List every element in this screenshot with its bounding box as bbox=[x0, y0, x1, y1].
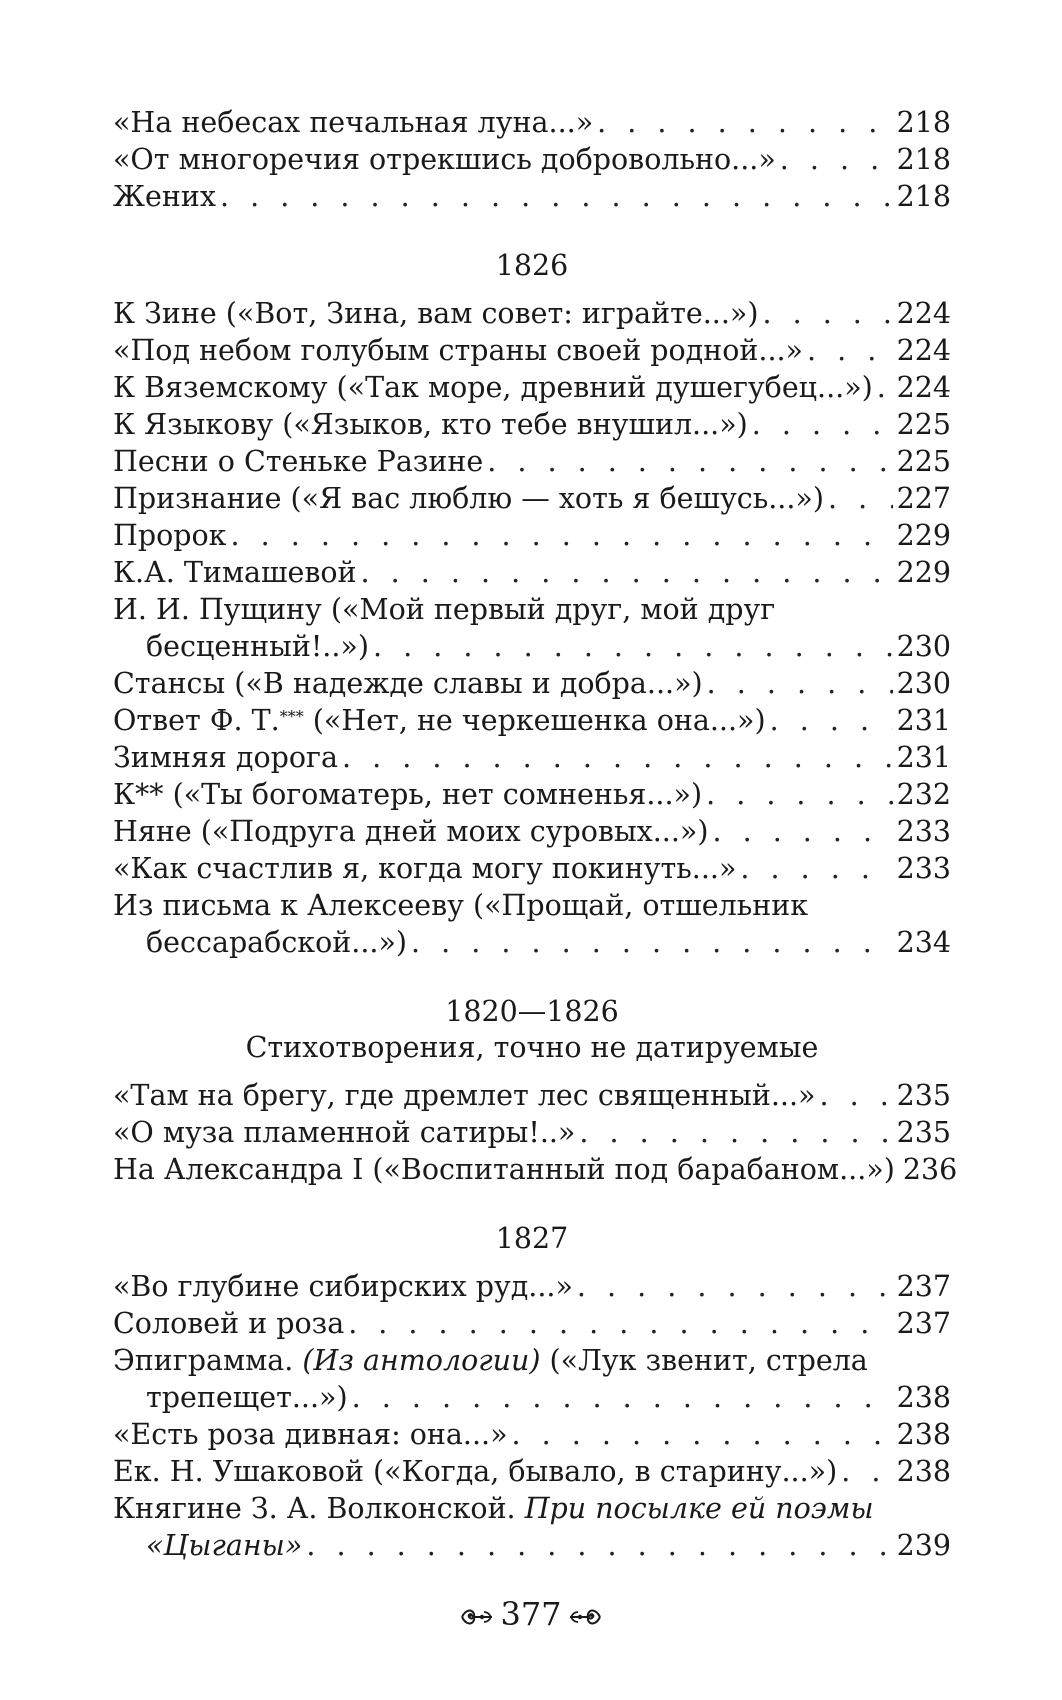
entry-title: Стансы («В надежде славы и добра...») bbox=[113, 667, 703, 700]
toc-entry bbox=[113, 813, 951, 850]
entry-title-italic: (Из антологии) bbox=[302, 1344, 541, 1377]
leader-dots bbox=[487, 443, 892, 480]
toc-section-1826 bbox=[113, 248, 951, 961]
leader-dots bbox=[361, 554, 893, 591]
entry-title-rest: («Лук звенит, стрела bbox=[540, 1344, 868, 1377]
leader-dots bbox=[706, 776, 893, 813]
section-year-heading: 1826 bbox=[495, 249, 569, 282]
toc-entry bbox=[113, 104, 951, 141]
entry-page: 239 bbox=[896, 1529, 951, 1562]
toc-entry bbox=[113, 850, 951, 887]
section-year-heading: 1820—1826 bbox=[445, 995, 619, 1028]
entry-page: 224 bbox=[896, 334, 951, 367]
entry-page: 234 bbox=[896, 926, 951, 959]
entry-page: 238 bbox=[896, 1455, 951, 1488]
flourish-left-icon bbox=[460, 1597, 494, 1637]
toc-entry bbox=[113, 1416, 951, 1453]
toc-entry-continuation bbox=[113, 1379, 951, 1416]
leader-dots bbox=[762, 295, 892, 332]
entry-title: «На небесах печальная луна...» bbox=[113, 106, 594, 139]
entry-title: Пророк bbox=[113, 519, 227, 552]
toc-entry bbox=[113, 1151, 958, 1188]
entry-page: 224 bbox=[896, 371, 951, 404]
entry-title-main: Эпиграмма. bbox=[113, 1344, 303, 1377]
leader-dots bbox=[342, 739, 893, 776]
entry-page: 227 bbox=[896, 482, 951, 515]
toc-entry bbox=[113, 1453, 951, 1490]
leader-dots bbox=[597, 104, 892, 141]
toc-entry bbox=[113, 665, 951, 702]
entry-page: 225 bbox=[896, 408, 951, 441]
toc-entry bbox=[113, 295, 951, 332]
entry-title: «Под небом голубым страны своей родной...» bbox=[113, 334, 803, 367]
entry-page: 229 bbox=[896, 519, 951, 552]
toc-entry-continuation bbox=[113, 1527, 951, 1564]
toc-section-1820-1826 bbox=[113, 994, 958, 1188]
section-year-heading: 1827 bbox=[495, 1222, 569, 1255]
leader-dots bbox=[577, 1268, 893, 1305]
entry-title-line2: трепещет...») bbox=[146, 1381, 348, 1414]
toc-entry bbox=[113, 1305, 951, 1342]
page-number: 377 bbox=[500, 1595, 562, 1633]
entry-page: 218 bbox=[896, 180, 951, 213]
entry-page: 237 bbox=[896, 1270, 951, 1303]
entry-page: 229 bbox=[896, 556, 951, 589]
leader-dots bbox=[306, 1527, 892, 1564]
entry-title: «О муза пламенной сатиры!..» bbox=[113, 1116, 576, 1149]
toc-entry bbox=[113, 1077, 951, 1114]
toc-section-continued bbox=[113, 104, 951, 215]
leader-dots bbox=[707, 665, 893, 702]
entry-title: «От многоречия отрекшись добровольно...» bbox=[113, 143, 776, 176]
toc-entry bbox=[113, 776, 951, 813]
leader-dots bbox=[828, 480, 893, 517]
toc-entry bbox=[113, 739, 951, 776]
entry-page: 236 bbox=[902, 1153, 958, 1186]
toc-entry bbox=[113, 554, 951, 591]
entry-page: 235 bbox=[896, 1079, 951, 1112]
leader-dots bbox=[579, 1114, 892, 1151]
entry-title-line1: Из письма к Алексееву («Прощай, отшельник bbox=[113, 889, 809, 922]
leader-dots bbox=[740, 850, 892, 887]
toc-entry-multiline bbox=[113, 1490, 951, 1564]
entry-title-line2: «Цыганы» bbox=[146, 1529, 303, 1562]
leader-dots bbox=[352, 1379, 893, 1416]
table-of-contents bbox=[113, 104, 958, 1564]
entry-title: Няне («Подруга дней моих суровых...») bbox=[113, 815, 709, 848]
toc-entry bbox=[113, 406, 951, 443]
leader-dots bbox=[348, 1305, 892, 1342]
entry-title: Соловей и роза bbox=[113, 1307, 345, 1340]
entry-title-line1: И. И. Пущину («Мой первый друг, мой друг bbox=[113, 593, 776, 626]
entry-title: Жених bbox=[113, 180, 216, 213]
flourish-right-icon bbox=[568, 1597, 602, 1637]
leader-dots bbox=[712, 813, 892, 850]
leader-dots bbox=[770, 702, 893, 739]
entry-page: 218 bbox=[896, 106, 951, 139]
leader-dots bbox=[373, 628, 893, 665]
leader-dots bbox=[411, 924, 893, 961]
leader-dots bbox=[819, 1077, 892, 1114]
toc-entry bbox=[113, 1114, 951, 1151]
asterisk-superscript: *** bbox=[279, 707, 304, 726]
page-footer bbox=[0, 1594, 1062, 1637]
entry-title-italic: При посылке ей поэмы bbox=[524, 1492, 874, 1525]
leader-dots bbox=[752, 406, 893, 443]
entry-title: На Александра I («Воспитанный под барабаном...») bbox=[113, 1153, 895, 1186]
entry-title-line1 bbox=[113, 1490, 951, 1527]
entry-title: Зимняя дорога bbox=[113, 741, 338, 774]
entry-page: 231 bbox=[896, 741, 951, 774]
toc-entry bbox=[113, 141, 951, 178]
entry-title: К Языкову («Языков, кто тебе внушил...») bbox=[113, 408, 748, 441]
leader-dots bbox=[877, 369, 893, 406]
entry-title bbox=[113, 702, 766, 739]
entry-title-line2: бессарабской...») bbox=[146, 926, 407, 959]
entry-title: Песни о Стеньке Разине bbox=[113, 445, 484, 478]
entry-page: 224 bbox=[896, 297, 951, 330]
toc-entry-continuation bbox=[113, 924, 951, 961]
toc-entry-continuation bbox=[113, 628, 951, 665]
entry-page: 225 bbox=[896, 445, 951, 478]
entry-page: 230 bbox=[896, 630, 951, 663]
entry-page: 238 bbox=[896, 1418, 951, 1451]
entry-page: 237 bbox=[896, 1307, 951, 1340]
toc-entry-multiline bbox=[113, 887, 951, 961]
entry-title-line2: бесценный!..») bbox=[146, 630, 369, 663]
entry-title: К Вяземскому («Так море, древний душегубец...») bbox=[113, 371, 873, 404]
entry-title: «Как счастлив я, когда могу покинуть...» bbox=[113, 852, 737, 885]
toc-entry bbox=[113, 332, 951, 369]
entry-page: 235 bbox=[896, 1116, 951, 1149]
entry-title: Ек. Н. Ушаковой («Когда, бывало, в старину...») bbox=[113, 1455, 838, 1488]
leader-dots bbox=[230, 517, 892, 554]
toc-section-1827 bbox=[113, 1221, 951, 1564]
entry-title: «Там на брегу, где дремлет лес священный...» bbox=[113, 1079, 816, 1112]
entry-title: «Во глубине сибирских руд...» bbox=[113, 1270, 573, 1303]
entry-title-rest: («Нет, не черкешенка она...») bbox=[303, 704, 766, 737]
entry-page: 231 bbox=[896, 704, 951, 737]
toc-entry bbox=[113, 702, 951, 739]
toc-entry-multiline bbox=[113, 1342, 951, 1416]
toc-entry bbox=[113, 517, 951, 554]
toc-entry bbox=[113, 178, 951, 215]
entry-title: К.А. Тимашевой bbox=[113, 556, 357, 589]
toc-entry bbox=[113, 480, 951, 517]
entry-title: К Зине («Вот, Зина, вам совет: играйте...») bbox=[113, 297, 759, 330]
entry-title-main: Ответ Ф. Т. bbox=[113, 704, 280, 737]
section-subheading: Стихотворения, точно не датируемые bbox=[245, 1031, 819, 1064]
entry-title: К** («Ты богоматерь, нет сомненья...») bbox=[113, 778, 703, 811]
leader-dots bbox=[807, 332, 893, 369]
leader-dots bbox=[220, 178, 893, 215]
entry-title: «Есть роза дивная: она...» bbox=[113, 1418, 508, 1451]
entry-page: 232 bbox=[896, 778, 951, 811]
leader-dots bbox=[780, 141, 893, 178]
entry-page: 238 bbox=[896, 1381, 951, 1414]
leader-dots bbox=[841, 1453, 892, 1490]
entry-title: Признание («Я вас люблю — хоть я бешусь...») bbox=[113, 482, 824, 515]
entry-page: 233 bbox=[896, 852, 951, 885]
leader-dots bbox=[512, 1416, 893, 1453]
toc-entry bbox=[113, 1268, 951, 1305]
entry-page: 218 bbox=[896, 143, 951, 176]
entry-title-line1 bbox=[113, 1342, 951, 1379]
entry-page: 230 bbox=[896, 667, 951, 700]
entry-page: 233 bbox=[896, 815, 951, 848]
entry-title-main: Княгине З. А. Волконской. bbox=[113, 1492, 525, 1525]
toc-entry bbox=[113, 369, 951, 406]
toc-entry bbox=[113, 443, 951, 480]
toc-entry-multiline bbox=[113, 591, 951, 665]
